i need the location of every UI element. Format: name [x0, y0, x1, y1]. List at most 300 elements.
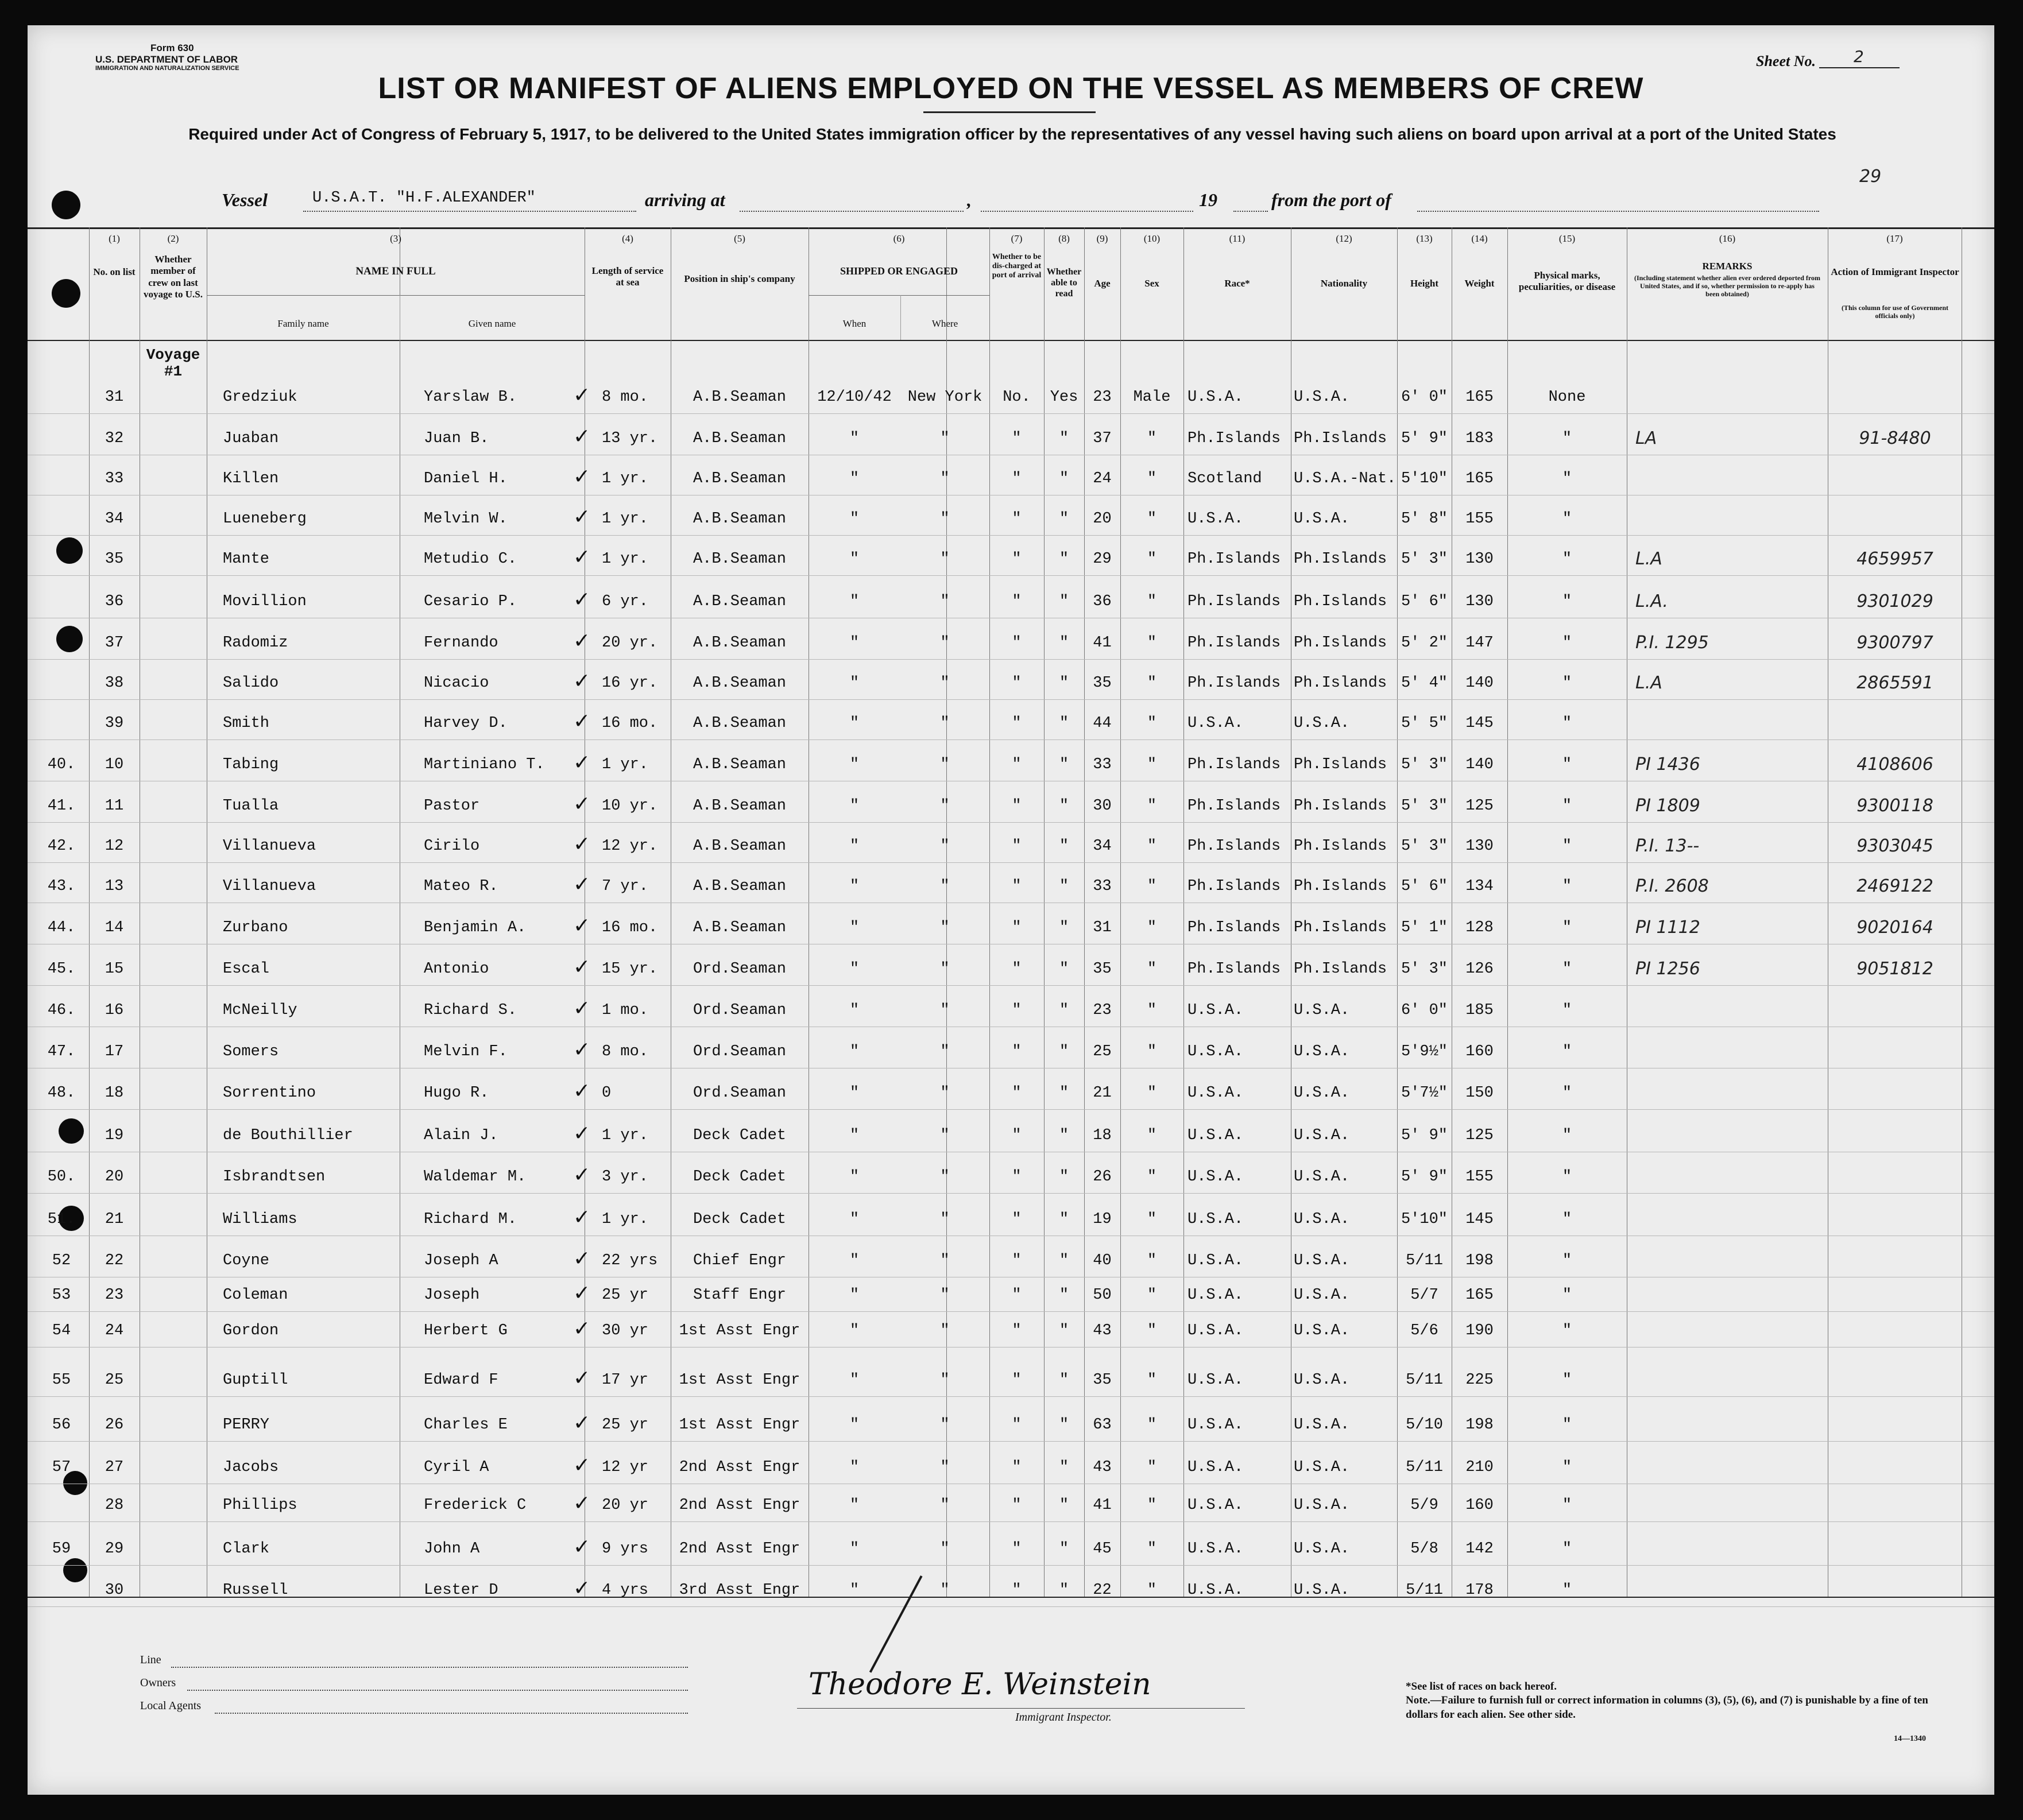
row-nationality: U.S.A.	[1294, 1582, 1350, 1599]
row-family-name: Coleman	[223, 1287, 288, 1304]
row-age: 20	[1093, 510, 1112, 528]
row-weight: 160	[1465, 1497, 1494, 1514]
checkmark-icon: ✓	[573, 425, 591, 448]
row-weight: 147	[1465, 634, 1494, 652]
checkmark-icon: ✓	[573, 588, 591, 611]
row-able-to-read: "	[1059, 715, 1069, 732]
row-inspector-action	[1831, 1494, 1959, 1517]
col6-when-header: When	[842, 318, 867, 329]
sheet-number-value: 2	[1854, 47, 1864, 66]
row-given-name: Richard S.	[424, 1002, 517, 1019]
row-sex: "	[1147, 715, 1157, 732]
row-physical-marks: "	[1562, 1043, 1572, 1060]
col6-subdivider	[900, 295, 901, 340]
row-physical-marks: "	[1562, 1085, 1572, 1102]
row-sex: "	[1147, 1252, 1157, 1269]
col8-number: (8)	[1058, 233, 1070, 244]
row-race: U.S.A.	[1188, 1372, 1244, 1389]
row-able-to-read: "	[1059, 1168, 1069, 1186]
row-margin-number: 59	[52, 1540, 71, 1558]
row-shipped-where: "	[940, 551, 950, 568]
row-shipped-when: "	[849, 1540, 860, 1558]
row-discharged: "	[1012, 1127, 1022, 1144]
row-discharged: "	[1012, 1459, 1022, 1476]
row-nationality: U.S.A.-Nat.	[1294, 470, 1397, 487]
col17-number: (17)	[1886, 233, 1903, 244]
row-margin-number: 47.	[47, 1043, 76, 1060]
row-family-name: Somers	[223, 1043, 279, 1060]
row-rule	[28, 413, 1994, 414]
department-name: U.S. DEPARTMENT OF LABOR	[95, 53, 238, 65]
row-shipped-when: "	[849, 1211, 860, 1228]
row-family-name: Guptill	[223, 1372, 288, 1389]
row-position: Chief Engr	[693, 1252, 787, 1269]
row-discharged: "	[1012, 634, 1022, 652]
checkmark-icon: ✓	[573, 1281, 591, 1305]
row-sex: "	[1147, 878, 1157, 895]
row-family-name: Gordon	[223, 1322, 279, 1339]
row-shipped-where: "	[940, 1372, 950, 1389]
row-shipped-where: "	[940, 1127, 950, 1144]
row-margin-number	[36, 386, 87, 409]
row-sex: "	[1147, 1085, 1157, 1102]
row-margin-number: 56	[52, 1416, 71, 1434]
row-list-number: 38	[105, 675, 124, 692]
row-able-to-read: "	[1059, 430, 1069, 447]
row-weight: 165	[1465, 470, 1494, 487]
row-family-name: Juaban	[223, 430, 279, 447]
row-margin-number	[36, 1579, 87, 1602]
row-age: 26	[1093, 1168, 1112, 1186]
row-physical-marks: "	[1562, 1127, 1572, 1144]
row-able-to-read: "	[1059, 1372, 1069, 1389]
row-given-name: Richard M.	[424, 1211, 517, 1228]
row-height: 5' 3"	[1401, 961, 1448, 978]
row-age: 29	[1093, 551, 1112, 568]
row-family-name: Isbrandtsen	[223, 1168, 326, 1186]
row-position: Ord.Seaman	[693, 1002, 787, 1019]
row-weight: 165	[1465, 389, 1494, 406]
row-sex: "	[1147, 1127, 1157, 1144]
row-shipped-where: "	[940, 961, 950, 978]
row-discharged: "	[1012, 1211, 1022, 1228]
row-weight: 130	[1465, 593, 1494, 610]
row-given-name: Benjamin A.	[424, 919, 527, 936]
row-nationality: U.S.A.	[1294, 1002, 1350, 1019]
col10-header: Sex	[1144, 278, 1159, 289]
row-able-to-read: "	[1059, 1416, 1069, 1434]
row-physical-marks: "	[1562, 715, 1572, 732]
row-inspector-action	[1831, 1456, 1959, 1479]
col9-header: Age	[1094, 278, 1111, 289]
row-service-length: 10 yr.	[602, 797, 658, 815]
row-list-number: 39	[105, 715, 124, 732]
row-remarks	[1635, 386, 1819, 409]
row-family-name: Mante	[223, 551, 270, 568]
checkmark-icon: ✓	[573, 1122, 591, 1145]
punch-hole	[52, 191, 80, 219]
row-shipped-where: "	[940, 1168, 950, 1186]
row-list-number: 27	[105, 1459, 124, 1476]
row-margin-number: 54	[52, 1322, 71, 1339]
row-shipped-where: "	[940, 1002, 950, 1019]
row-rule	[28, 1311, 1994, 1312]
row-sex: "	[1147, 634, 1157, 652]
row-able-to-read: "	[1059, 1287, 1069, 1304]
row-discharged: "	[1012, 1168, 1022, 1186]
row-margin-number	[36, 508, 87, 530]
row-race: U.S.A.	[1188, 1582, 1244, 1599]
row-family-name: Zurbano	[223, 919, 288, 936]
row-family-name: Tualla	[223, 797, 279, 815]
row-height: 5' 5"	[1401, 715, 1448, 732]
row-position: 2nd Asst Engr	[679, 1540, 800, 1558]
row-service-length: 1 mo.	[602, 1002, 649, 1019]
row-shipped-when: "	[849, 1416, 860, 1434]
row-margin-number	[36, 632, 87, 655]
col9-number: (9)	[1096, 233, 1108, 244]
row-nationality: Ph.Islands	[1294, 634, 1387, 652]
row-nationality: U.S.A.	[1294, 1416, 1350, 1434]
row-race: U.S.A.	[1188, 1540, 1244, 1558]
row-service-length: 25 yr	[602, 1416, 649, 1434]
row-sex: "	[1147, 1168, 1157, 1186]
row-given-name: Herbert G	[424, 1322, 508, 1339]
row-weight: 125	[1465, 1127, 1494, 1144]
row-able-to-read: "	[1059, 1002, 1069, 1019]
row-position: A.B.Seaman	[693, 593, 787, 610]
row-race: Ph.Islands	[1188, 961, 1281, 978]
row-inspector-action: 4659957	[1856, 549, 1933, 569]
row-discharged: "	[1012, 551, 1022, 568]
checkmark-icon: ✓	[573, 1366, 591, 1390]
inspector-signature: Theodore E. Weinstein	[809, 1667, 1151, 1702]
manifest-subtitle: Required under Act of Congress of February 5, 1917, to be delivered to the United States immigration officer by the representatives of any vessel having such aliens on board upon arrival at a port of the United States	[188, 125, 1836, 143]
col8-header: Whether able to read	[1046, 267, 1082, 299]
races-note: *See list of races on back hereof.	[1406, 1680, 1557, 1693]
checkmark-icon: ✓	[573, 505, 591, 529]
row-family-name: Killen	[223, 470, 279, 487]
row-weight: 134	[1465, 878, 1494, 895]
row-discharged: "	[1012, 797, 1022, 815]
row-family-name: McNeilly	[223, 1002, 297, 1019]
row-age: 24	[1093, 470, 1112, 487]
row-age: 43	[1093, 1322, 1112, 1339]
checkmark-icon: ✓	[573, 792, 591, 816]
checkmark-icon: ✓	[573, 1247, 591, 1271]
row-discharged: "	[1012, 961, 1022, 978]
row-given-name: Mateo R.	[424, 878, 498, 895]
row-family-name: Villanueva	[223, 878, 316, 895]
row-list-number: 34	[105, 510, 124, 528]
row-shipped-when: "	[849, 551, 860, 568]
row-given-name: Fernando	[424, 634, 498, 652]
checkmark-icon: ✓	[573, 1163, 591, 1187]
row-height: 5' 3"	[1401, 797, 1448, 815]
row-given-name: John A	[424, 1540, 480, 1558]
row-inspector-action: 9020164	[1856, 917, 1933, 938]
row-nationality: U.S.A.	[1294, 1540, 1350, 1558]
row-height: 5'10"	[1401, 1211, 1448, 1228]
row-family-name: Jacobs	[223, 1459, 279, 1476]
checkmark-icon: ✓	[573, 1038, 591, 1062]
row-position: 3rd Asst Engr	[679, 1582, 800, 1599]
row-position: A.B.Seaman	[693, 510, 787, 528]
row-race: U.S.A.	[1188, 1043, 1244, 1060]
row-nationality: Ph.Islands	[1294, 797, 1387, 815]
row-physical-marks: "	[1562, 1287, 1572, 1304]
row-service-length: 8 mo.	[602, 389, 649, 406]
row-shipped-where: "	[940, 1085, 950, 1102]
checkmark-icon: ✓	[573, 832, 591, 856]
row-race: U.S.A.	[1188, 1416, 1244, 1434]
row-rule	[28, 659, 1994, 660]
row-nationality: U.S.A.	[1294, 715, 1350, 732]
row-physical-marks: "	[1562, 634, 1572, 652]
checkmark-icon: ✓	[573, 1317, 591, 1341]
row-shipped-where: "	[940, 1322, 950, 1339]
row-height: 5' 3"	[1401, 756, 1448, 773]
row-service-length: 16 mo.	[602, 919, 658, 936]
row-list-number: 36	[105, 593, 124, 610]
row-discharged: "	[1012, 1252, 1022, 1269]
row-weight: 130	[1465, 551, 1494, 568]
row-height: 5' 3"	[1401, 551, 1448, 568]
row-weight: 185	[1465, 1002, 1494, 1019]
row-shipped-when: "	[849, 1043, 860, 1060]
row-discharged: "	[1012, 1002, 1022, 1019]
row-race: Ph.Islands	[1188, 593, 1281, 610]
row-position: A.B.Seaman	[693, 430, 787, 447]
checkmark-icon: ✓	[573, 669, 591, 693]
row-family-name: Smith	[223, 715, 270, 732]
row-rule	[28, 1193, 1994, 1194]
row-list-number: 24	[105, 1322, 124, 1339]
row-inspector-action	[1831, 1369, 1959, 1392]
row-list-number: 30	[105, 1582, 124, 1599]
row-shipped-when: "	[849, 510, 860, 528]
row-weight: 140	[1465, 756, 1494, 773]
row-age: 45	[1093, 1540, 1112, 1558]
row-race: Ph.Islands	[1188, 919, 1281, 936]
row-inspector-action: 9300797	[1856, 633, 1933, 653]
row-shipped-where: "	[940, 1211, 950, 1228]
col10-number: (10)	[1143, 233, 1161, 244]
manifest-title: LIST OR MANIFEST OF ALIENS EMPLOYED ON THE VESSEL AS MEMBERS OF CREW	[378, 72, 1644, 105]
row-inspector-action	[1831, 1249, 1959, 1272]
col17-subheader: (This column for use of Government officials only)	[1841, 304, 1949, 320]
row-age: 63	[1093, 1416, 1112, 1434]
year-label: 19	[1199, 189, 1217, 210]
row-position: A.B.Seaman	[693, 675, 787, 692]
row-physical-marks: "	[1562, 1497, 1572, 1514]
row-position: Deck Cadet	[693, 1127, 787, 1144]
row-family-name: Tabing	[223, 756, 279, 773]
row-shipped-when: "	[849, 878, 860, 895]
row-race: Ph.Islands	[1188, 797, 1281, 815]
row-weight: 145	[1465, 1211, 1494, 1228]
row-remarks	[1635, 1538, 1819, 1560]
row-rule	[28, 1565, 1994, 1566]
row-shipped-when: "	[849, 756, 860, 773]
row-inspector-action: 91-8480	[1859, 428, 1931, 448]
row-remarks: LA	[1635, 428, 1657, 448]
signature-line	[797, 1707, 1245, 1709]
row-inspector-action	[1831, 1538, 1959, 1560]
row-able-to-read: "	[1059, 1322, 1069, 1339]
row-remarks: PI 1112	[1635, 917, 1700, 938]
row-inspector-action	[1831, 1208, 1959, 1231]
row-weight: 160	[1465, 1043, 1494, 1060]
row-remarks: PI 1436	[1635, 754, 1700, 775]
row-position: Ord.Seaman	[693, 1085, 787, 1102]
row-remarks	[1635, 1040, 1819, 1063]
row-margin-number: 52	[52, 1252, 71, 1269]
row-service-length: 20 yr.	[602, 634, 658, 652]
checkmark-icon: ✓	[573, 1079, 591, 1103]
row-given-name: Alain J.	[424, 1127, 498, 1144]
row-given-name: Pastor	[424, 797, 480, 815]
row-shipped-where: "	[940, 430, 950, 447]
row-age: 23	[1093, 389, 1112, 406]
col6-header: SHIPPED OR ENGAGED	[840, 265, 958, 277]
row-race: Ph.Islands	[1188, 634, 1281, 652]
col4-header: Length of service at sea	[591, 265, 664, 288]
col3-number: (3)	[390, 233, 401, 244]
row-list-number: 29	[105, 1540, 124, 1558]
row-inspector-action: 9051812	[1856, 959, 1933, 979]
row-position: A.B.Seaman	[693, 838, 787, 855]
row-physical-marks: "	[1562, 1459, 1572, 1476]
row-discharged: "	[1012, 430, 1022, 447]
manifest-sheet	[28, 25, 1994, 1795]
local-agents-fill	[215, 1712, 688, 1714]
row-nationality: U.S.A.	[1294, 1372, 1350, 1389]
row-age: 33	[1093, 756, 1112, 773]
row-discharged: "	[1012, 1540, 1022, 1558]
row-shipped-when: "	[849, 1322, 860, 1339]
row-inspector-action	[1831, 1414, 1959, 1436]
row-discharged: "	[1012, 1085, 1022, 1102]
row-shipped-when: "	[849, 1002, 860, 1019]
row-age: 40	[1093, 1252, 1112, 1269]
row-position: A.B.Seaman	[693, 551, 787, 568]
row-nationality: Ph.Islands	[1294, 551, 1387, 568]
row-nationality: U.S.A.	[1294, 389, 1350, 406]
row-discharged: "	[1012, 1322, 1022, 1339]
row-shipped-when: 12/10/42	[817, 389, 892, 406]
col12-number: (12)	[1336, 233, 1352, 244]
row-height: 5' 9"	[1401, 1168, 1448, 1186]
owners-fill	[187, 1689, 688, 1691]
row-service-length: 7 yr.	[602, 878, 649, 895]
row-age: 44	[1093, 715, 1112, 732]
row-list-number: 35	[105, 551, 124, 568]
row-able-to-read: "	[1059, 1582, 1069, 1599]
row-remarks	[1635, 1319, 1819, 1342]
row-service-length: 1 yr.	[602, 756, 649, 773]
row-shipped-when: "	[849, 1372, 860, 1389]
row-rule	[28, 739, 1994, 740]
row-race: Scotland	[1188, 470, 1262, 487]
row-discharged: "	[1012, 756, 1022, 773]
row-height: 5/6	[1410, 1322, 1438, 1339]
row-nationality: Ph.Islands	[1294, 675, 1387, 692]
row-discharged: "	[1012, 593, 1022, 610]
sheet-number-label: Sheet No.	[1756, 53, 1816, 69]
row-race: Ph.Islands	[1188, 675, 1281, 692]
row-remarks	[1635, 1249, 1819, 1272]
row-rule	[28, 535, 1994, 536]
vessel-name: U.S.A.T. "H.F.ALEXANDER"	[312, 189, 536, 207]
col15-number: (15)	[1558, 233, 1576, 244]
row-given-name: Harvey D.	[424, 715, 508, 732]
row-physical-marks: "	[1562, 1168, 1572, 1186]
row-remarks	[1635, 467, 1819, 490]
row-sex: "	[1147, 470, 1157, 487]
checkmark-icon: ✓	[573, 710, 591, 733]
checkmark-icon: ✓	[573, 997, 591, 1020]
row-shipped-where: "	[940, 1043, 950, 1060]
col1-number: (1)	[109, 233, 120, 244]
row-shipped-when: "	[849, 430, 860, 447]
row-inspector-action	[1831, 712, 1959, 735]
row-margin-number: 53	[52, 1287, 71, 1304]
row-height: 5' 1"	[1401, 919, 1448, 936]
row-list-number: 20	[105, 1168, 124, 1186]
row-race: U.S.A.	[1188, 1168, 1244, 1186]
row-margin-number: 46.	[47, 1002, 76, 1019]
row-family-name: Radomiz	[223, 634, 288, 652]
row-race: U.S.A.	[1188, 715, 1244, 732]
row-shipped-where: "	[940, 510, 950, 528]
row-race: U.S.A.	[1188, 1497, 1244, 1514]
checkmark-icon: ✓	[573, 873, 591, 896]
row-physical-marks: "	[1562, 675, 1572, 692]
row-remarks	[1635, 712, 1819, 735]
row-rule	[28, 862, 1994, 863]
col6-where-header: Where	[931, 318, 958, 329]
row-height: 5' 4"	[1401, 675, 1448, 692]
row-sex: "	[1147, 430, 1157, 447]
row-weight: 178	[1465, 1582, 1494, 1599]
row-position: Deck Cadet	[693, 1168, 787, 1186]
row-race: U.S.A.	[1188, 389, 1244, 406]
row-shipped-when: "	[849, 634, 860, 652]
row-inspector-action	[1831, 1579, 1959, 1602]
row-height: 6' 0"	[1401, 1002, 1448, 1019]
row-race: Ph.Islands	[1188, 878, 1281, 895]
row-sex: "	[1147, 593, 1157, 610]
row-service-length: 1 yr.	[602, 1211, 649, 1228]
row-inspector-action	[1831, 467, 1959, 490]
row-service-length: 25 yr	[602, 1287, 649, 1304]
row-margin-number: 48.	[47, 1085, 76, 1102]
row-discharged: "	[1012, 470, 1022, 487]
row-shipped-when: "	[849, 1085, 860, 1102]
row-given-name: Hugo R.	[424, 1085, 489, 1102]
row-age: 41	[1093, 1497, 1112, 1514]
row-height: 5/10	[1406, 1416, 1443, 1434]
row-able-to-read: "	[1059, 1540, 1069, 1558]
row-margin-number	[36, 590, 87, 613]
row-family-name: Movillion	[223, 593, 307, 610]
form-number: Form 630	[150, 42, 194, 53]
row-given-name: Joseph A	[424, 1252, 498, 1269]
row-weight: 145	[1465, 715, 1494, 732]
row-inspector-action	[1831, 1284, 1959, 1307]
row-inspector-action	[1831, 999, 1959, 1022]
